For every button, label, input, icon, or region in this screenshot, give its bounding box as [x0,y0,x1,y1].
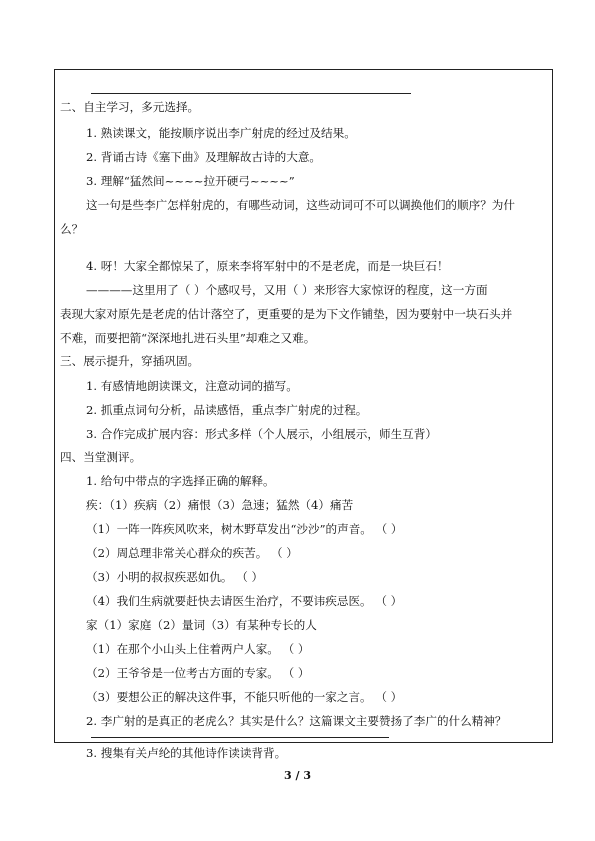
item-3-1: 1. 有感情地朗读课文，注意动词的描写。 [86,379,298,393]
item-4-analysis: ————这里用了（ ）个感叹号，又用（ ）来形容大家惊讶的程度，这一方面 [86,283,488,297]
section-4-heading: 四、当堂测评。 [60,450,142,464]
jia-sentence-2: （2）王爷爷是一位考古方面的专家。 （ ） [86,666,310,680]
jia-definitions: 家（1）家庭（2）量词（3）有某种专长的人 [86,618,317,632]
item-4-analysis-end: 不难，而要把箭“深深地扎进石头里”却难之又难。 [60,331,316,345]
item-4-analysis-cont: 表现大家对原先是老虎的估计落空了，更重要的是为下文作铺垫，因为要射中一块石头并 [60,307,513,321]
jia-sentence-3: （3）要想公正的解决这件事，不能只听他的一家之言。 （ ） [86,690,403,704]
item-2-1: 1. 熟读课文，能按顺序说出李广射虎的经过及结果。 [86,126,356,140]
page-number: 3 / 3 [284,769,311,782]
ji-sentence-3: （3）小明的叔叔疾恶如仇。 （ ） [86,570,264,584]
item-2-2: 2. 背诵古诗《塞下曲》及理解故古诗的大意。 [86,150,322,164]
item-4-3: 3. 搜集有关卢纶的其他诗作读读背背。 [86,746,287,760]
ji-sentence-4: （4）我们生病就要赶快去请医生治疗，不要讳疾忌医。 （ ） [86,594,403,608]
item-4-1: 1. 给句中带点的字选择正确的解释。 [86,474,275,488]
question-text-cont: 么？ [60,222,84,236]
jia-sentence-1: （1）在那个小山头上住着两户人家。 （ ） [86,642,310,656]
section-2-heading: 二、自主学习，多元选择。 [60,100,200,114]
answer-rule-top [91,93,411,94]
ji-sentence-2: （2）周总理非常关心群众的疾苦。 （ ） [86,546,298,560]
answer-rule-bottom [91,737,389,738]
ji-definitions: 疾：（1）疾病（2）痛恨（3）急速；猛然（4）痛苦 [86,498,354,512]
question-text: 这一句是些李广怎样射虎的，有哪些动词，这些动词可不可以调换他们的顺序？为什 [86,198,515,212]
item-3-3: 3. 合作完成扩展内容：形式多样（个人展示，小组展示，师生互背） [86,427,437,441]
item-4-2: 2. 李广射的是真正的老虎么？其实是什么？这篇课文主要赞扬了李广的什么精神？ [86,714,507,728]
section-3-heading: 三、展示提升，穿插巩固。 [60,354,200,368]
item-2-3: 3. 理解“猛然间~~~~拉开硬弓~~~~” [86,174,295,188]
item-4: 4. 呀！大家全都惊呆了，原来李将军射中的不是老虎，而是一块巨石！ [86,259,449,273]
ji-sentence-1: （1）一阵一阵疾风吹来，树木野草发出“沙沙”的声音。 （ ） [86,522,403,536]
item-3-2: 2. 抓重点词句分析，品读感悟，重点李广射虎的过程。 [86,403,368,417]
